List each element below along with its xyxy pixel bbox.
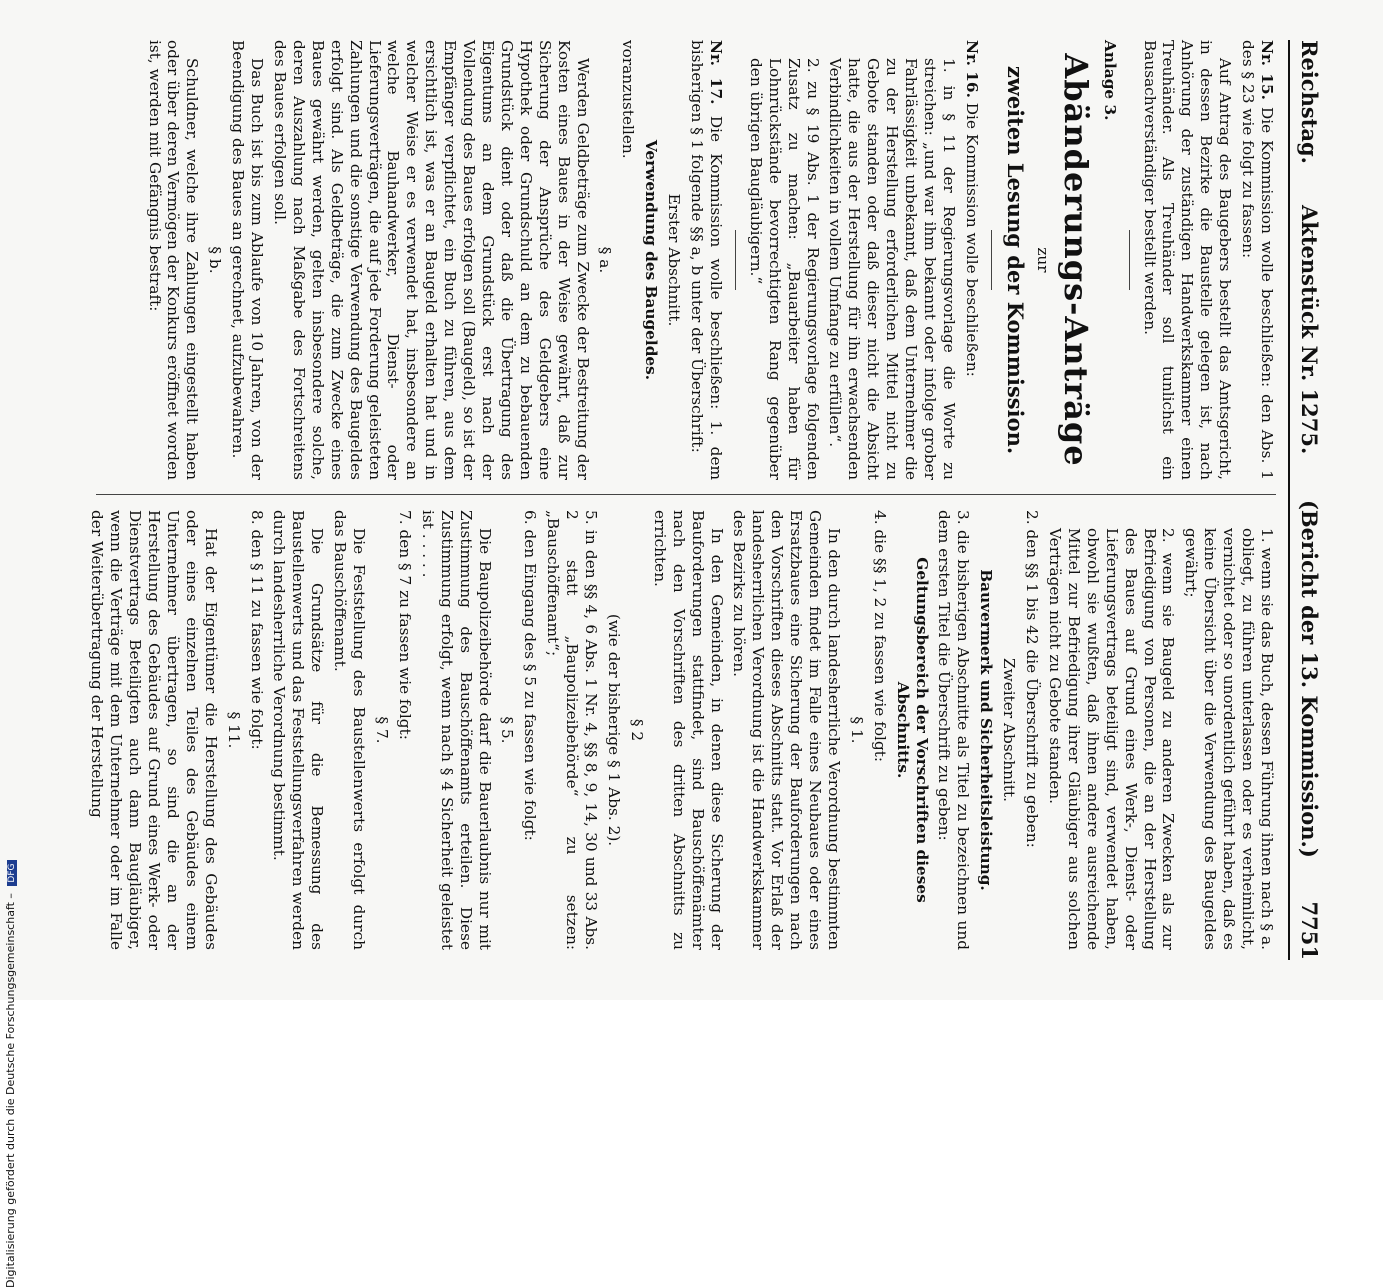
digitization-note [4, 308, 20, 1288]
paragraph-7-text: Die Feststellung des Baustellenwerts erfolgt durch das Bauschöffenamt. [331, 510, 369, 950]
paragraph-7-heading: § 7. [373, 716, 392, 744]
paragraph-2-heading: § 2 [627, 718, 646, 742]
rotated-document-page [86, 40, 1326, 960]
paragraph-11-text: Hat der Eigentümer die Herstellung des Gebäudes oder eines einzelnen Teiles des Gebäudes einem Unternehmer übertragen, so sind die an der Herstellung des Gebäudes auf Grund eines Werk- oder Dienstvertrags Beteiligten auch dann Baugläubiger, wenn die Verträge mit dem Unternehmer oder im Falle der Weiterübertragung der Herstellung [88, 510, 220, 950]
voranzustellen: voranzustellen. [619, 40, 638, 159]
column-divider [96, 494, 1276, 495]
abschnitt-title: Verwendung des Baugeldes. [642, 139, 661, 381]
header-aktenstueck: Aktenstück Nr. 1275. [1297, 205, 1322, 455]
nr16-paragraph [962, 40, 981, 480]
separator [735, 230, 736, 290]
right-item-8: 7. den § 7 zu fassen wie folgt: [395, 510, 414, 740]
document-subtitle: zweiten Lesung der Kommission. [1002, 65, 1028, 455]
page-header [1288, 40, 1326, 960]
nr16-item-2: 2. zu § 19 Abs. 1 der Regierungsvorlage folgenden Zusatz zu machen: „Bauarbeiter haben für Lohnrückstände bevorrechtigten Rang gegenüber den übrigen Baugläubigern.“ [746, 58, 822, 480]
paragraph-b-heading: § b. [206, 246, 225, 274]
paragraph-11-heading: § 11. [224, 711, 243, 749]
separator [1129, 230, 1130, 290]
nr17-paragraph [687, 40, 725, 480]
digitization-note-text: Digitalisierung gefördert durch die Deutsche Forschungsgemeinschaft – [4, 893, 17, 1288]
left-column [141, 40, 1276, 480]
nr15-paragraph [1238, 40, 1276, 480]
right-item-1: 1. wenn sie das Buch, dessen Führung ihnen nach § a. obliegt, zu führen unterlassen oder es verheimlicht, vernichtet oder so unordentlich geführt haben, daß es keine Übersicht über die Verwendung des Baugeldes gewährt; [1182, 528, 1276, 950]
paragraph-2-note: (wie der bisherige § 1 Abs. 2). [605, 613, 623, 847]
right-item-6: 5. in den §§ 4, 6 Abs. 1 Nr. 4, §§ 8, 9, 14, 30 und 33 Abs. 2 statt „Baupolizeibehörde“ zu setzen: „Bauschöffenamt“; [544, 510, 601, 950]
paragraph-1-text: In den durch landesherrliche Verordnung bestimmten Gemeinden findet im Falle eines Neubaues oder eines Ersatzbaues eine Sicherung der Bauforderungen nach den Vorschriften dieses Abschnitts statt. Vor Erlaß der landesherrlichen Verordnung ist die Handwerkskammer des Bezirks zu hören. [730, 510, 843, 950]
page-number: 7751 [1297, 901, 1322, 960]
nr17-text: Die Kommission wolle beschließen: 1. dem bisherigen § 1 folgende §§ a, b unter der Überschrift: [688, 40, 725, 480]
paragraph-b-text: Schuldner, welche ihre Zahlungen eingestellt haben oder über deren Vermögen der Konkurs eröffnet worden ist, werden mit Gefängnis bestraft: [145, 40, 202, 480]
nr15-quote: Auf Antrag des Baugebers bestellt das Amtsgericht, in dessen Bezirke die Baustelle gelegen ist, nach Anhörung der zuständigen Handwerkskammer einen Treuhänder. Als Treuhänder soll tunlichst ein Bausachverständiger bestellt werden. [1140, 40, 1235, 480]
right-item-2: 2. wenn sie Baugeld zu anderen Zwecken als zur Befriedigung von Personen, die an der Herstellung des Baues auf Grund eines Werk-, Dienst- oder Lieferungsvertrags beteiligt sind, verwendet haben, obwohl sie wußten, daß ihnen andere ausreichende Mittel zur Befriedigung ihrer Gläubiger aus solchen Verträgen nicht zu Gebote standen. [1046, 528, 1178, 950]
nr15-label: Nr. 15. [1258, 40, 1276, 100]
paragraph-1-heading: § 1. [847, 716, 866, 744]
paragraph-a-heading: § a. [596, 246, 615, 274]
nr16-text: Die Kommission wolle beschließen: [962, 102, 981, 377]
paragraph-1-text-2: In den Gemeinden, in denen diese Sicherung der Bauforderungen stattfindet, sind Bauschöffenämter nach den Vorschriften des dritten Abschnitts zu errichten. [650, 510, 726, 950]
paragraph-5-text: Die Baupolizeibehörde darf die Bauerlaubnis nur mit Zustimmung des Bauschöffenamts erteilen. Diese Zustimmung erfolgt, wenn nach § 4 Sicherheit geleistet ist . . . . . [418, 510, 494, 950]
abschnitt-heading: Erster Abschnitt. [665, 193, 684, 327]
paragraph-7-text-2: Die Grundsätze für die Bemessung des Baustellenwerts und das Feststellungsverfahren werden durch landesherrliche Verordnung bestimmt. [270, 510, 327, 950]
right-item-9: 8. den § 11 zu fassen wie folgt: [247, 510, 266, 750]
paragraph-a-text: Werden Geldbeträge zum Zwecke der Bestreitung der Kosten eines Baues in der Weise gewährt, daß zur Sicherung der Ansprüche des Geldgebers eine Hypothek oder Grundschuld an dem zu bebauenden Grundstück dient oder daß die Übertragung des Eigentums an dem Grundstück erst nach der Vollendung des Baues erfolgen soll (Baugeld), so ist der Empfänger verpflichtet, ein Buch zu führen, aus dem ersichtlich ist, was er an Baugeld erhalten hat und in welcher Weise er es verwendet hat, insbesondere an welche Bauhandwerker, Dienst- oder Lieferungsverträgen, die auf jede Forderung geleisteten Zahlungen und die sonstige Verwendung des Baugeldes erfolgt sind. Als Geldbeträge, die zum Zwecke eines Baues gewährt werden, gelten insbesondere solche, deren Auszahlung nach Maßgabe des Fortschreitens des Baues erfolgen soll. [271, 40, 592, 480]
abschnitt2-title: Bauvermerk und Sicherheitsleistung. [977, 569, 996, 891]
right-item-7: 6. den Eingang des § 5 zu fassen wie folgt: [521, 510, 540, 841]
right-item-4: 3. die bisherigen Abschnitte als Titel zu bezeichnen und dem ersten Titel die Überschrift zu geben: [935, 510, 973, 950]
geltungsbereich-title: Geltungsbereich der Vorschriften dieses Abschnitts. [893, 557, 931, 903]
title-zur: zur [1033, 247, 1052, 273]
nr16-label: Nr. 16. [962, 40, 981, 98]
right-column [83, 510, 1276, 950]
separator [991, 230, 992, 290]
document-title: Abänderungs-Anträge [1056, 53, 1095, 467]
nr16-item-1: 1. in § 11 der Regierungsvorlage die Worte zu streichen: „und war ihm bekannt oder infolge grober Fahrlässigkeit unbekannt, daß dem Unternehmer die zu der Herstellung erforderlichen Mittel nicht zu Gebote standen oder daß dieser nicht die Absicht hatte, die aus der Herstellung für ihn erwachsenden Verbindlichkeiten in vollem Umfange zu erfüllen“. [826, 58, 958, 480]
abschnitt2-heading: Zweiter Abschnitt. [1000, 657, 1019, 803]
paragraph-a-text-2: Das Buch ist bis zum Ablaufe von 10 Jahren, von der Beendigung des Baues an gerechnet, aufzubewahren. [229, 40, 267, 480]
right-item-3: 2. den §§ 1 bis 42 die Überschrift zu geben: [1023, 510, 1042, 848]
header-reichstag: Reichstag. [1297, 40, 1322, 164]
header-bericht: (Bericht der 13. Kommission.) [1297, 500, 1322, 858]
right-item-5: 4. die §§ 1, 2 zu fassen wie folgt: [870, 510, 889, 763]
paragraph-5-heading: § 5. [498, 716, 517, 744]
nr15-text: Die Kommission wolle beschließen: den Abs. 1 des § 23 wie folgt zu fassen: [1239, 40, 1276, 480]
anlage-label: Anlage 3. [1100, 40, 1119, 121]
dfg-logo-icon: DFG [7, 860, 17, 885]
nr17-label: Nr. 17. [706, 40, 725, 105]
